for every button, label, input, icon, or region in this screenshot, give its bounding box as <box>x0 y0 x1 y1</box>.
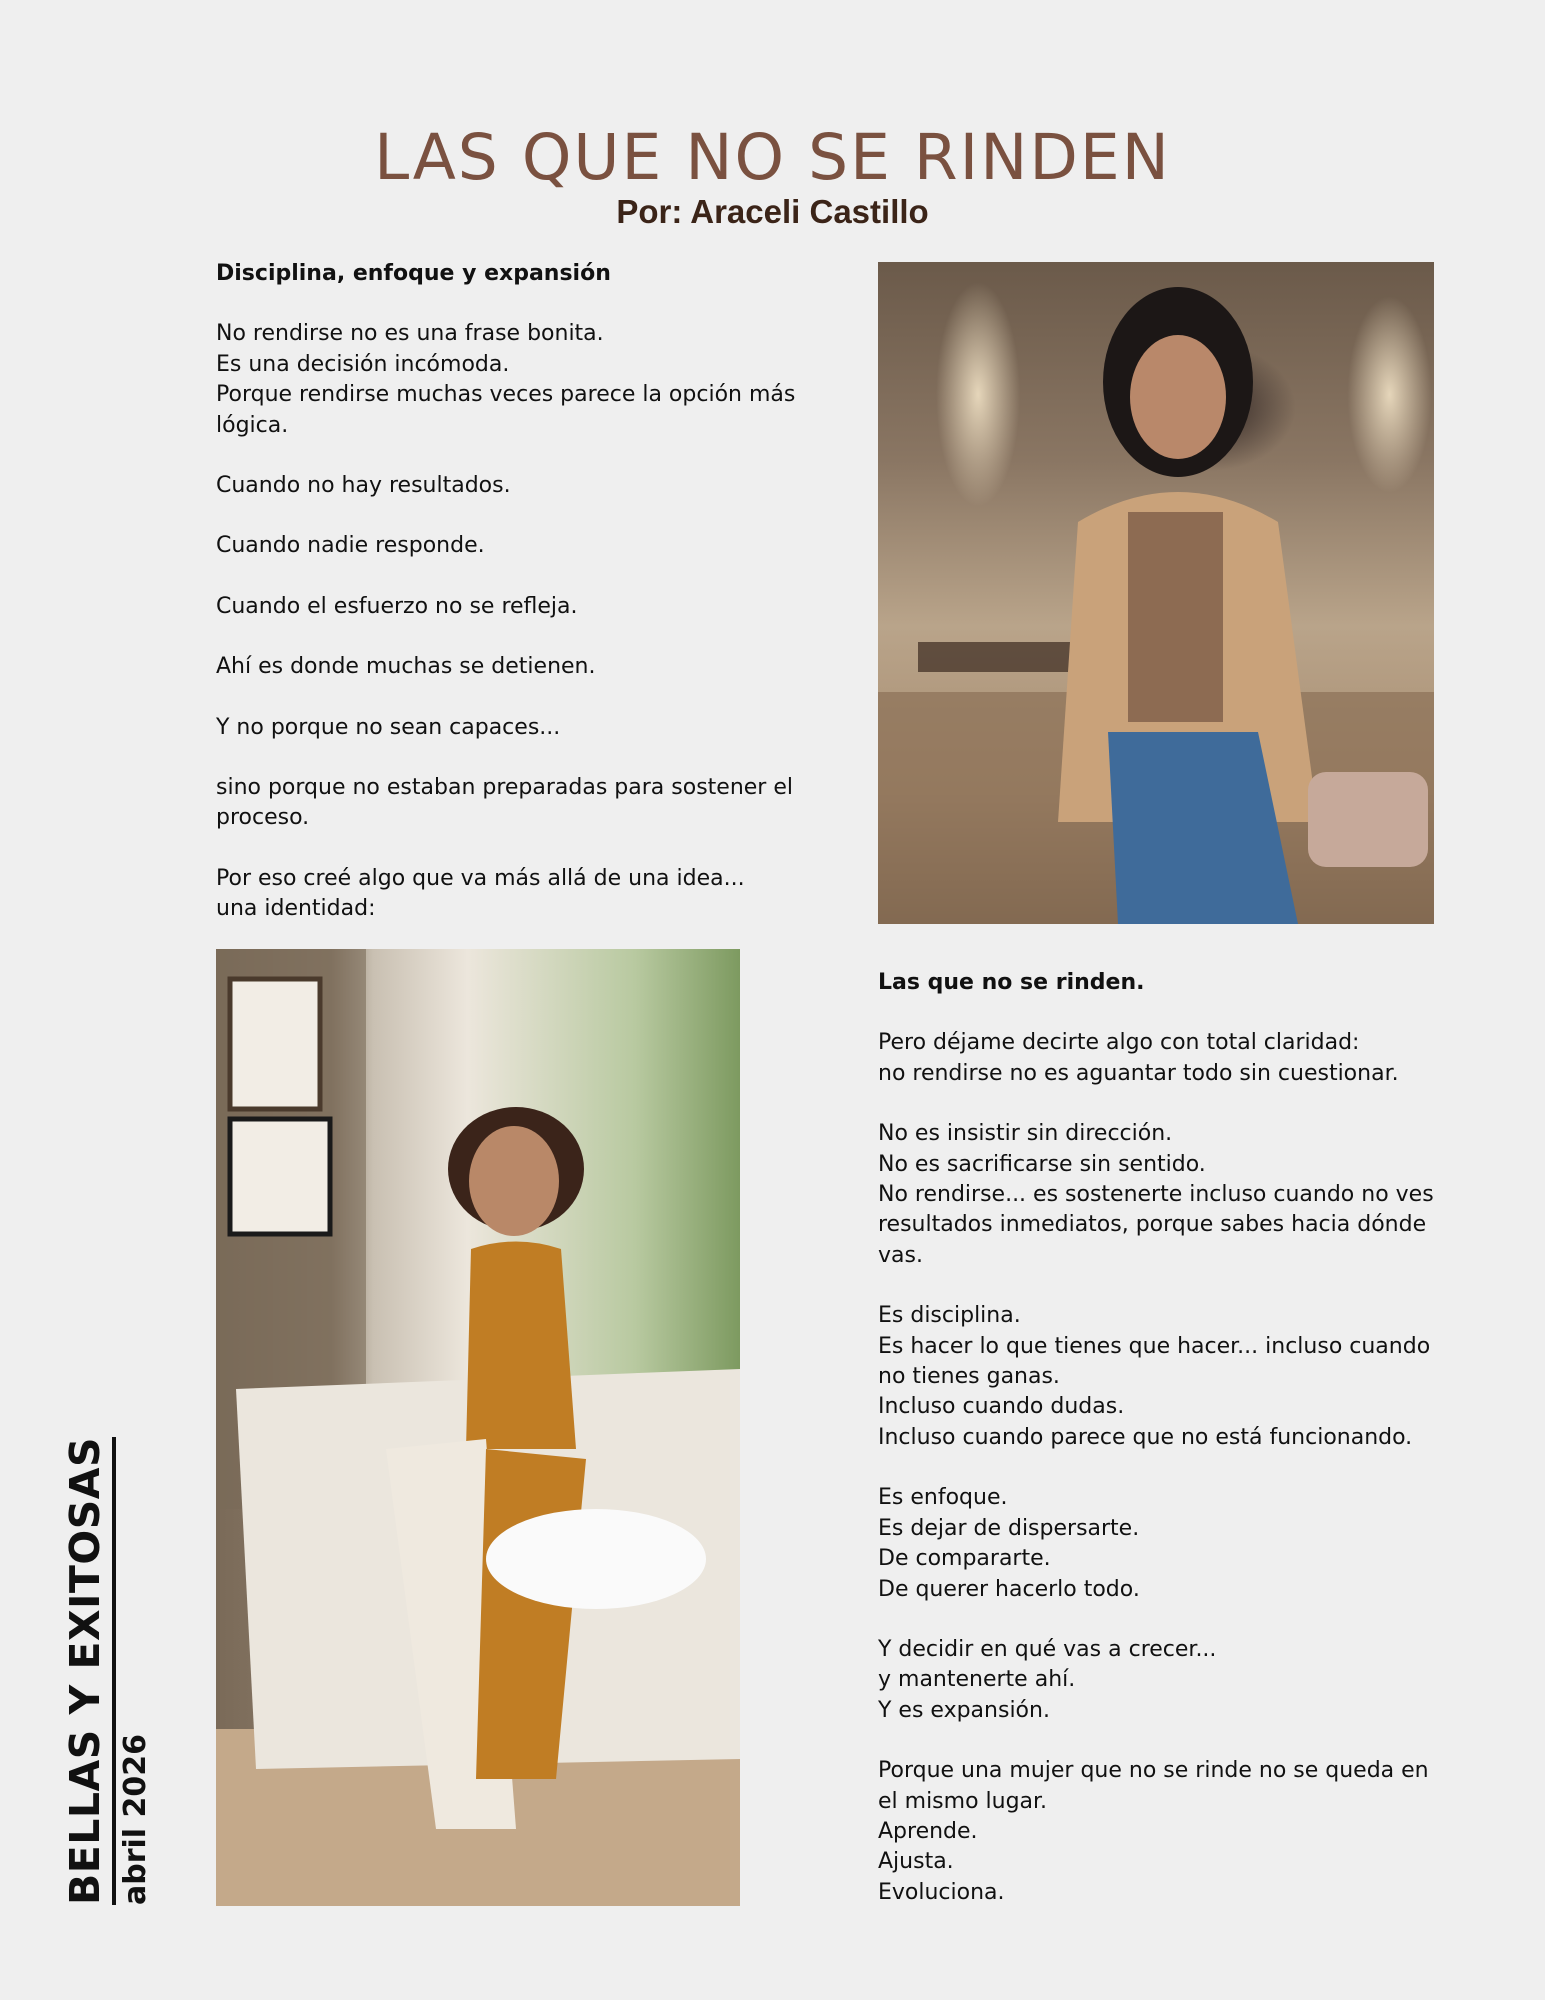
magazine-side-label <box>62 1437 156 1905</box>
magazine-brand: BELLAS Y EXITOSAS <box>62 1437 116 1905</box>
section-heading: Disciplina, enfoque y expansión <box>216 261 611 286</box>
section-heading: Las que no se rinden. <box>878 970 1145 995</box>
issue-date: abril 2026 <box>118 1733 153 1905</box>
paragraph: Cuando no hay resultados. <box>216 473 511 499</box>
paragraph: Es enfoque. Es dejar de dispersarte. De compararte. De querer hacerlo todo. <box>878 1485 1140 1602</box>
article-title: LAS QUE NO SE RINDEN <box>374 121 1171 194</box>
paragraph: Ahí es donde muchas se detienen. <box>216 654 596 680</box>
paragraph: Cuando nadie responde. <box>216 533 485 559</box>
portrait-photo-seated-woman <box>878 262 1434 924</box>
paragraph: Cuando el esfuerzo no se refleja. <box>216 593 578 619</box>
paragraph: No rendirse no es una frase bonita. Es una decisión incómoda. Porque rendirse muchas veces parece la opción más lógica. <box>216 321 796 438</box>
paragraph: Pero déjame decirte algo con total claridad: no rendirse no es aguantar todo sin cuestionar. <box>878 1030 1399 1086</box>
paragraph: Por eso creé algo que va más allá de una idea... una identidad: <box>216 865 745 922</box>
right-text-column <box>878 968 1448 1938</box>
paragraph: sino porque no estaban preparadas para sostener el proceso. <box>216 775 793 831</box>
portrait-illustration <box>878 262 1434 924</box>
paragraph: Y no porque no sean capaces... <box>216 714 561 740</box>
paragraph: No es insistir sin dirección. No es sacrificarse sin sentido. No rendirse... es sostenerte incluso cuando no ves resultados inmediatos, porque sabes hacia dónde vas. <box>878 1121 1434 1268</box>
author-byline: Por: Araceli Castillo <box>616 193 929 230</box>
paragraph: Porque una mujer que no se rinde no se queda en el mismo lugar. Aprende. Ajusta. Evoluciona. <box>878 1758 1429 1905</box>
paragraph: Es disciplina. Es hacer lo que tienes que hacer... incluso cuando no tienes ganas. Incluso cuando dudas. Incluso cuando parece que no está funcionando. <box>878 1303 1431 1450</box>
portrait-illustration <box>216 949 740 1906</box>
left-text-column <box>216 259 796 955</box>
paragraph: Y decidir en qué vas a crecer... y mantenerte ahí. Y es expansión. <box>878 1636 1217 1723</box>
portrait-photo-woman-with-cat <box>216 949 740 1906</box>
